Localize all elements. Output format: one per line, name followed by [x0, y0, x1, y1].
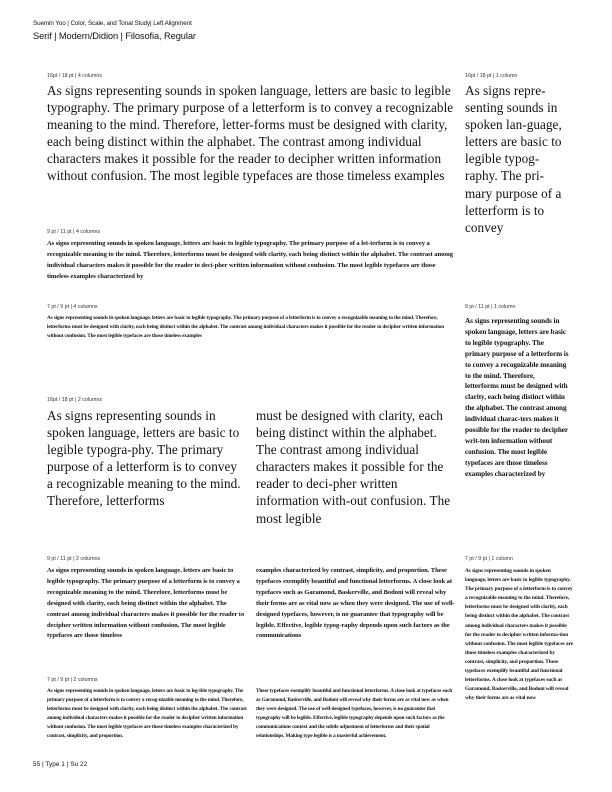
spec-label-16-2col: 16pt / 18 pt | 2 columns [47, 397, 102, 403]
sample-text-7-4col: As signs representing sounds in spoken language, letters are basic to legible typography. The primary purpose of a letterform is to convey a recognizable meaning to the mind. Therefore, letterforms must be designed with clarity, each being distinct within the alphabet. The contrast among individual characters makes it possible for the reader to decipher written information without confusion. The most legible typefaces are those timeless examples [47, 315, 445, 340]
spec-label-7-1col: 7 pt / 9 pt | 1 column [465, 556, 513, 562]
page-title: Serif | Modern/Didion | Filosofia, Regular [33, 31, 196, 41]
sample-text-9-1col: As signs representing sounds in spoken language, letters are basic to legible typography. The primary purpose of a letterform is to convey a recognizable meaning to the mind. Therefore, letterforms must be designed with clarity, each being distinct within the alphabet. The contrast among individual charac-ters makes it possible for the reader to decipher writ-ten information without confusion. The most legible typefaces are those timeless examples characterized by [465, 317, 569, 478]
spec-label-7-4col: 7 pt / 9 pt | 4 columns [47, 304, 98, 310]
spec-label-7-2col: 7 pt / 9 pt | 2 columns [47, 677, 98, 683]
sample-text-9-2col-left: As signs representing sounds in spoken language, letters are basic to legible typography. The primary purpose of a letterform is to convey a recognizable meaning to the mind. Therefore, letterforms must be designed with clarity, each being distinct within the alphabet. The contrast among individual characters makes it possible for the reader to decipher written information without confusion. The most legible typefaces are those timeless [47, 567, 245, 640]
spec-label-9-1col: 9 pt / 11 pt | 1 column [465, 304, 516, 310]
sample-text-16-4col: As signs representing sounds in spoken language, letters are basic to legible typography. The primary purpose of a letterform is to convey a recognizable meaning to the mind. Therefore, letter-forms must be designed with clarity, each being distinct within the alphabet. The contrast among individual characters makes it possible for the reader to decipher written information without confusion. The most legible typefaces are those timeless examples [47, 83, 454, 184]
sample-text-16-2col-left: As signs representing sounds in spoken language, letters are basic to legible typogra-phy. The primary purpose of a letterform is to convey a recognizable meaning to the mind. Therefore, letterforms [47, 408, 241, 509]
sample-text-7-2col-left: As signs representing sounds in spoken language, letters are basic to leg-ible typography. The primary purpose of a letterform is to convey a recog-nizable meaning to the mind. Therefore, letterforms must be designed with clarity, each being distinct within the alphabet. The contrast among individual characters makes it possible for the reader to decipher written information without confusion. The most legible typefaces are those timeless examples characterized by contrast, simplicity, and proportion. [47, 688, 247, 740]
spec-label-16-1col: 16pt / 18 pt | 1 column [465, 73, 518, 79]
spec-label-9-4col: 9 pt / 11 pt | 4 columns [47, 229, 101, 235]
sample-text-9-2col-right: examples characterized by contrast, simplicity, and proportion. These typefaces exemplify beautiful and functional letterforms. A close look at typefaces such as Garamond, Baskerville, and Bodoni will reveal why their forms are as vital now as when they were designed. The use of well-designed typefaces, however, is no guarantee that typography will be legible. Effective, legible typog-raphy depends upon such factors as the communications [256, 567, 455, 640]
page-footer: 55 | Type 1 | Su 22 [33, 761, 88, 768]
spec-label-9-2col: 9 pt / 11 pt | 2 columns [47, 556, 101, 562]
sample-text-16-1col: As signs repre-senting sounds in spoken lan-guage, letters are basic to legible typog-raphy. The pri-mary purpose of a letterform is to convey [465, 83, 562, 235]
sample-text-7-2col-right: These typefaces exemplify beautiful and functional letterforms. A close look at typefaces such as Garamond, Baskerville, and Bodoni will reveal why their forms are as vital now as when they were designed. The use of well-designed typefaces, however, is no guarantee that typography will be legible. Effective, legible typography depends upon such factors as the communications context and the subtle adjustment of letterforms and their spatial relationships. Making type legible is a masterful achievement, [256, 688, 453, 740]
sample-text-16-2col-right: must be designed with clarity, each being distinct within the alphabet. The contrast among individual characters makes it possible for the reader to deci-pher written information with-out confusion. The most legible [256, 408, 451, 526]
header-meta: Suemin Yoo | Color, Scale, and Tonal Study| Left Alignment [33, 20, 192, 27]
spec-label-16-4col: 16pt / 18 pt | 4 columns [47, 73, 102, 79]
sample-text-9-4col: As signs representing sounds in spoken language, letters are basic to legible typography. The primary purpose of a let-terform is to convey a recognizable meaning to the mind. Therefore, letterforms must be designed with clarity, each being distinct within the alphabet. The contrast among individual characters makes it possible for the reader to deci-pher written information without confusion. The most legible typefaces are those timeless examples characterized by [47, 240, 453, 280]
sample-text-7-1col: As signs representing sounds in spoken language, letters are basic to legible typography. The primary purpose of a letterform is to convey a recognizable meaning to the mind. Therefore, letterforms must be designed with clarity, each being distinct within the alphabet. The contrast among individual characters makes it possible for the reader to decipher written informa-tion without confusion. The most legible typefaces are those timeless examples characterized by contrast, simplicity, and proportion. These typefaces exemplify beautiful and functional letterforms. A close look at typefaces such as Garamond, Baskerville, and Bodoni will reveal why their forms are as vital now [465, 568, 573, 702]
